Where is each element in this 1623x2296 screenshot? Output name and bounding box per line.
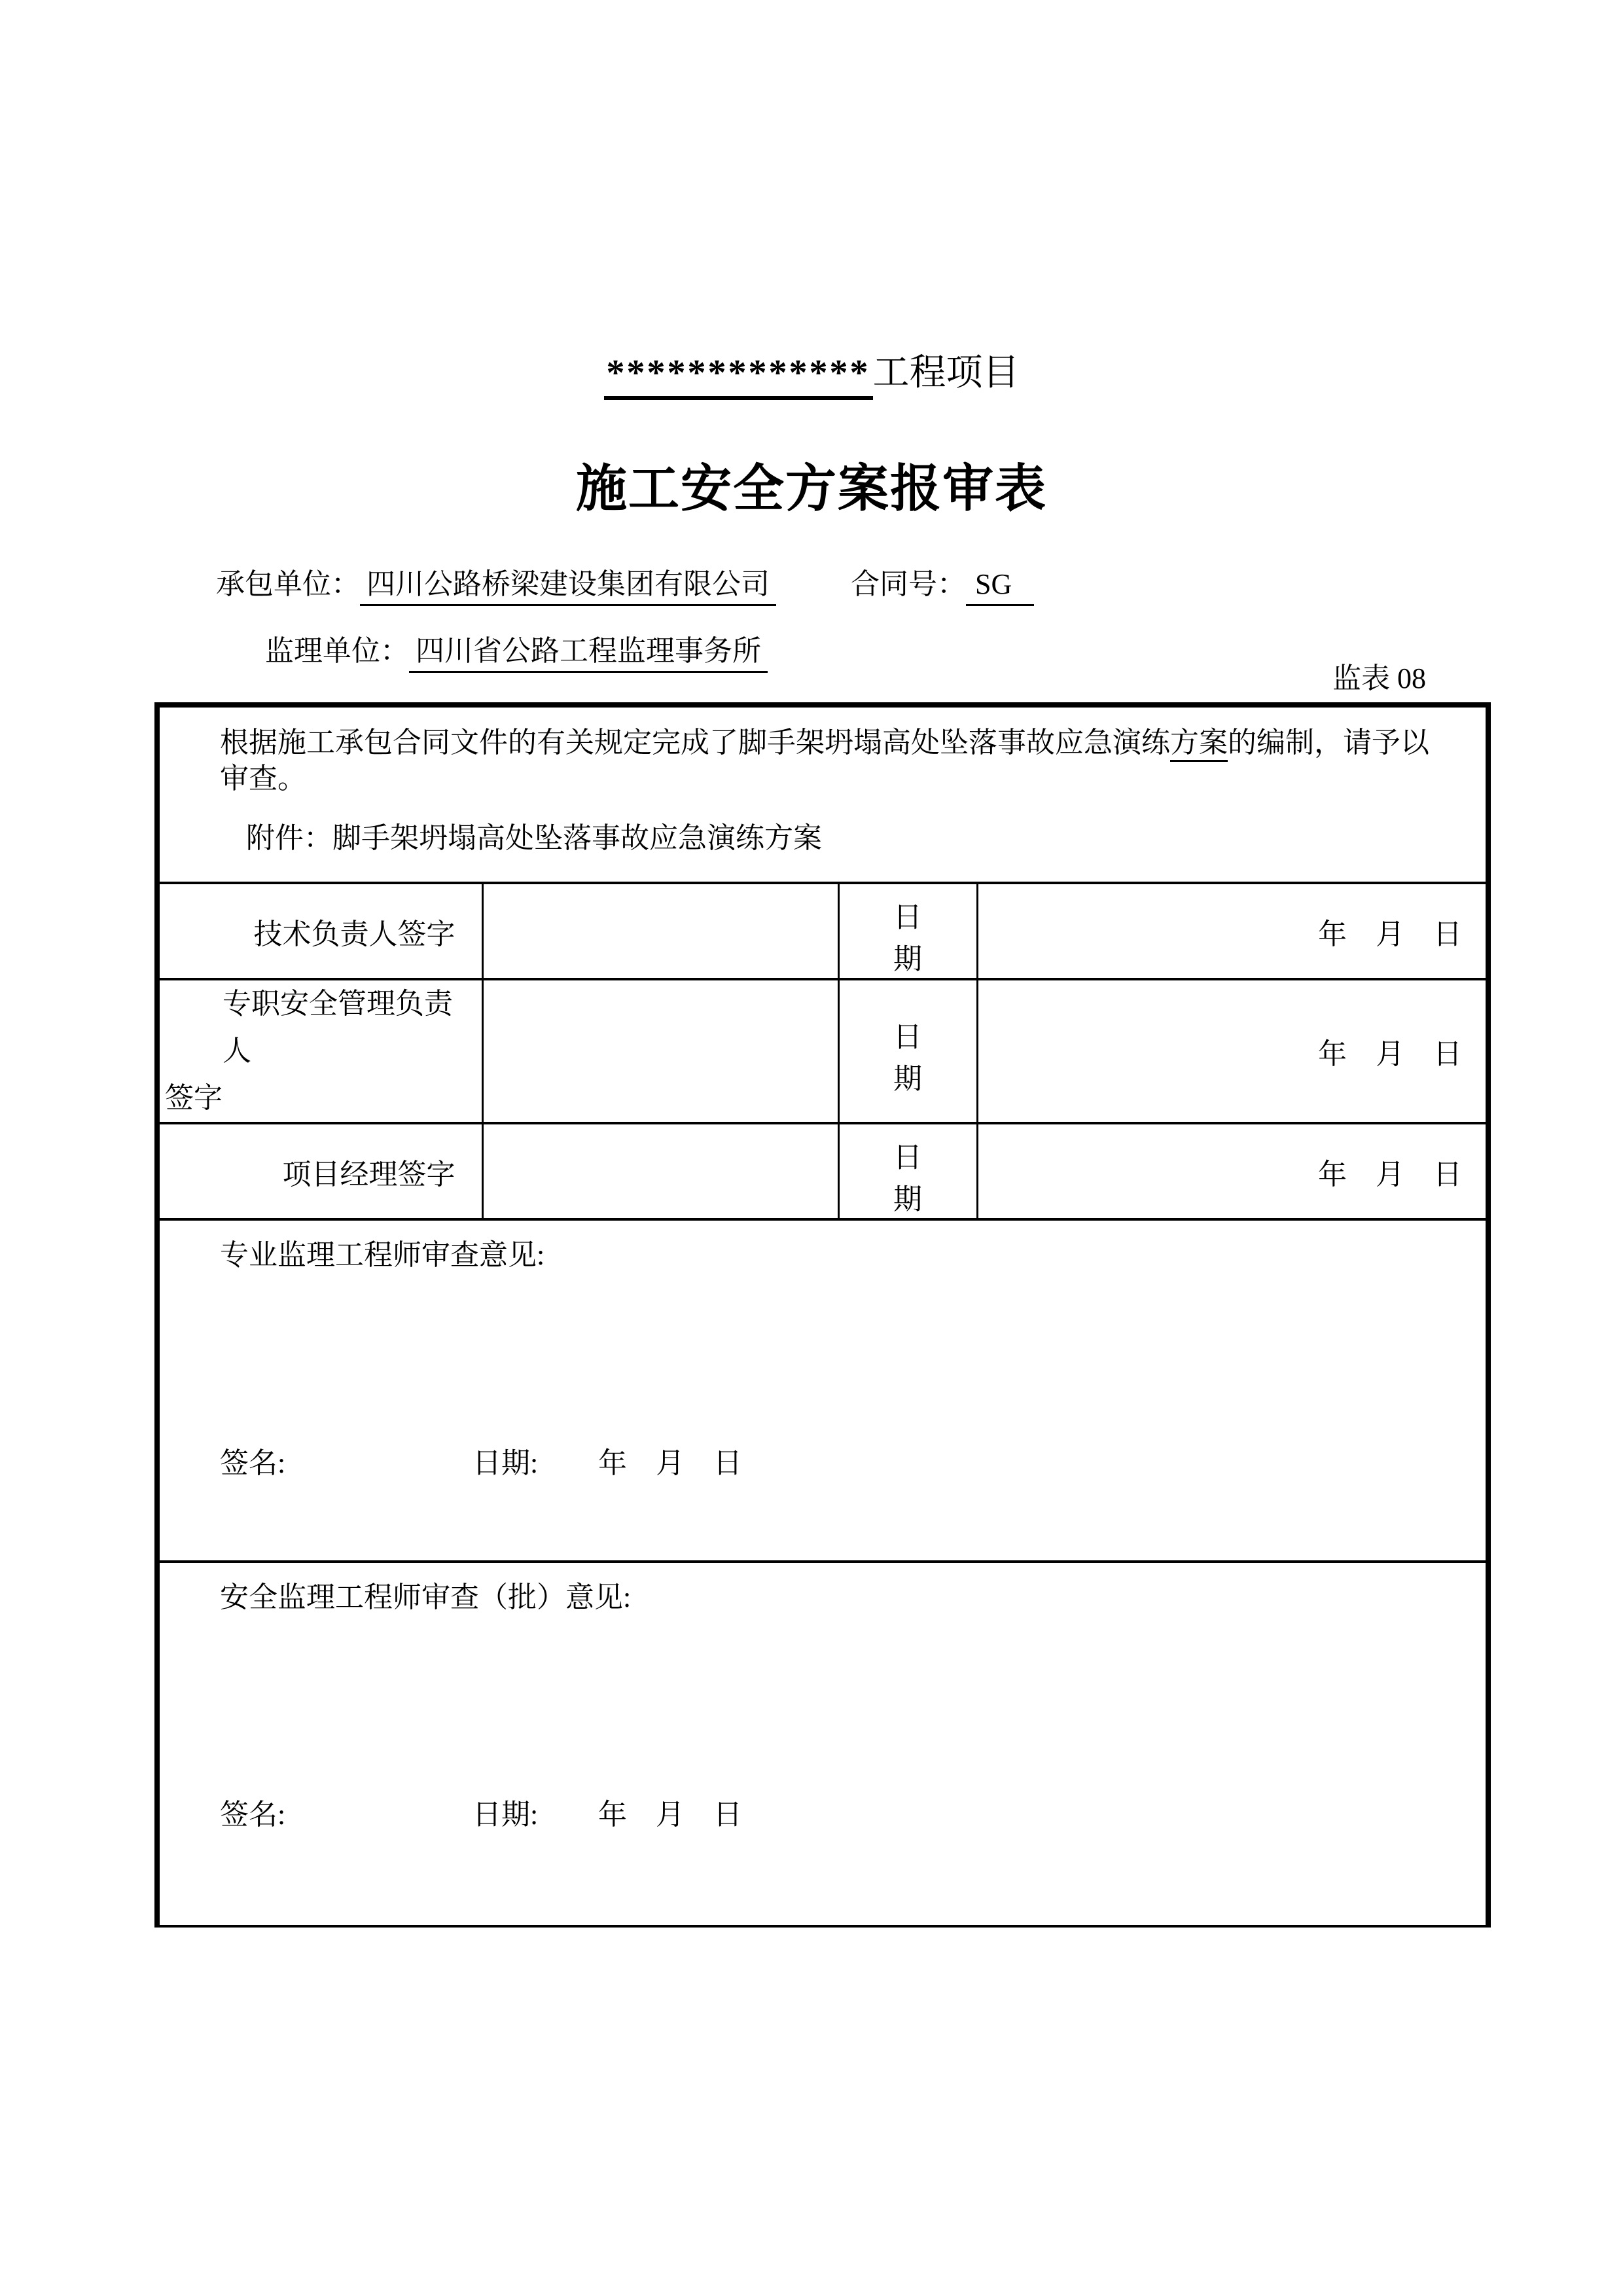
- pm-signer-label: 项目经理签字: [157, 1123, 482, 1219]
- supervisor-value: 四川省公路工程监理事务所: [409, 635, 768, 673]
- contract-no-value: SG: [966, 568, 1034, 606]
- technical-signature-field[interactable]: [482, 883, 838, 979]
- professional-opinion-title: 专业监理工程师审查意见:: [220, 1239, 545, 1271]
- statement-text-after: 的编制，请予以审查。: [220, 726, 1429, 795]
- attachment-line: 附件：脚手架坍塌高处坠落事故应急演练方案: [246, 822, 822, 854]
- date-char-top: 日: [893, 1141, 922, 1174]
- statement-underlined-word: 方案: [1170, 726, 1228, 762]
- sign-label: 签名:: [220, 1799, 286, 1831]
- technical-date-label: [838, 883, 977, 979]
- pm-signature-field[interactable]: [482, 1123, 838, 1219]
- form-code-badge: 监表 08: [1332, 662, 1426, 694]
- date-char-bottom: 期: [893, 942, 922, 975]
- supervisor-label: 监理单位：: [265, 635, 409, 667]
- statement-text-before: 根据施工承包合同文件的有关规定完成了脚手架坍塌高处坠落事故应急演练: [220, 726, 1170, 759]
- safety-date-fill[interactable]: 年 月 日: [977, 979, 1488, 1123]
- ymd-fill[interactable]: 年 月 日: [598, 1447, 742, 1479]
- ymd-fill[interactable]: 年 月 日: [598, 1799, 742, 1831]
- safety-signature-field[interactable]: [482, 979, 838, 1123]
- technical-signer-label: 技术负责人签字: [157, 883, 482, 979]
- contractor-value: 四川公路桥梁建设集团有限公司: [360, 568, 776, 606]
- statement-cell: [157, 705, 1488, 883]
- safety-signer-label: [157, 979, 482, 1123]
- date-char-bottom: 期: [893, 1183, 922, 1215]
- contractor-line: [216, 560, 776, 602]
- safety-signer-label-line1: 专职安全管理负责人: [223, 988, 453, 1067]
- safety-signer-label-line2: 签字: [165, 1082, 223, 1114]
- supervisor-line: [265, 627, 768, 669]
- date-char-bottom: 期: [893, 1063, 922, 1095]
- date-char-top: 日: [893, 901, 922, 933]
- professional-opinion-section[interactable]: [157, 1219, 1488, 1562]
- safety-supervisor-signature-line: [160, 1791, 1486, 1831]
- contractor-label: 承包单位：: [216, 568, 360, 600]
- pm-date-fill[interactable]: 年 月 日: [977, 1123, 1488, 1219]
- date-label: 日期:: [473, 1799, 539, 1831]
- project-line-suffix: 工程项目: [872, 353, 1020, 393]
- statement-paragraph: [220, 725, 1446, 797]
- approval-table: [154, 702, 1491, 1928]
- sign-label: 签名:: [220, 1447, 286, 1479]
- date-label: 日期:: [473, 1447, 539, 1479]
- safety-supervisor-opinion-title: 安全监理工程师审查（批）意见:: [220, 1581, 632, 1613]
- safety-date-label: [838, 979, 977, 1123]
- project-name-placeholder: *************: [604, 353, 873, 400]
- form-title: 施工安全方案报审表: [575, 460, 1047, 517]
- technical-date-fill[interactable]: 年 月 日: [977, 883, 1488, 979]
- contract-no-line: [851, 560, 1034, 602]
- pm-date-label: [838, 1123, 977, 1219]
- contract-no-label: 合同号：: [851, 568, 966, 600]
- date-char-top: 日: [893, 1021, 922, 1053]
- project-title-line: [0, 352, 1623, 394]
- professional-signature-line: [160, 1439, 1486, 1479]
- safety-supervisor-opinion-section[interactable]: [157, 1562, 1488, 1926]
